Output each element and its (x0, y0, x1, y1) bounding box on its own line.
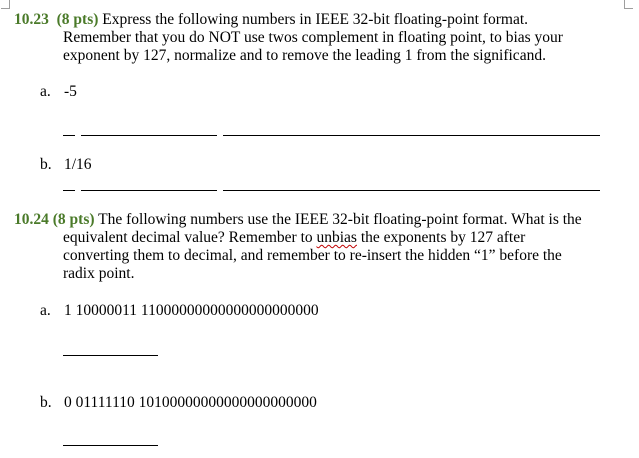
text-fragment: equivalent decimal value? Remember to (63, 229, 317, 246)
item-label: a. (40, 302, 51, 319)
item-label: a. (40, 83, 51, 100)
question-text-line (63, 229, 525, 247)
answer-blank-exponent (81, 135, 217, 136)
item-label: b. (40, 156, 52, 173)
page-corner-mark-left (1, 0, 10, 9)
question-text-line: exponent by 127, normalize and to remove the leading 1 from the significand. (63, 47, 546, 64)
item-value: -5 (64, 83, 77, 100)
question-text-line: radix point. (63, 265, 135, 282)
question-number: 10.24 (14, 211, 49, 228)
page-corner-mark-right (624, 0, 633, 9)
answer-blank-significand (223, 135, 600, 136)
question-points: (8 pts) (56, 11, 99, 28)
question-10-24-heading (14, 211, 582, 229)
question-number: 10.23 (14, 11, 49, 28)
question-points: (8 pts) (52, 211, 95, 228)
answer-blank-sign (63, 135, 75, 136)
item-label: b. (40, 394, 52, 411)
answer-blank (63, 355, 158, 356)
item-value: 1 10000011 11000000000000000000000 (64, 302, 319, 319)
answer-blank-significand (223, 190, 600, 191)
question-text-line: converting them to decimal, and remember to re-insert the hidden “1” before the (63, 247, 562, 264)
answer-blank-sign (63, 190, 75, 191)
question-text-line: The following numbers use the IEEE 32-bit floating-point format. What is the (98, 211, 582, 228)
misspelled-word: unbias (316, 229, 357, 246)
question-text-line: Remember that you do NOT use twos complement in floating point, to bias your (63, 29, 563, 46)
text-fragment: the exponents by 127 after (356, 229, 526, 246)
answer-blank (63, 445, 158, 446)
item-value: 1/16 (64, 156, 92, 173)
answer-blank-exponent (81, 190, 217, 191)
question-text-line: Express the following numbers in IEEE 32-bit floating-point format. (102, 11, 529, 28)
question-10-23-heading (14, 11, 528, 29)
item-value: 0 01111110 10100000000000000000000 (64, 394, 317, 411)
